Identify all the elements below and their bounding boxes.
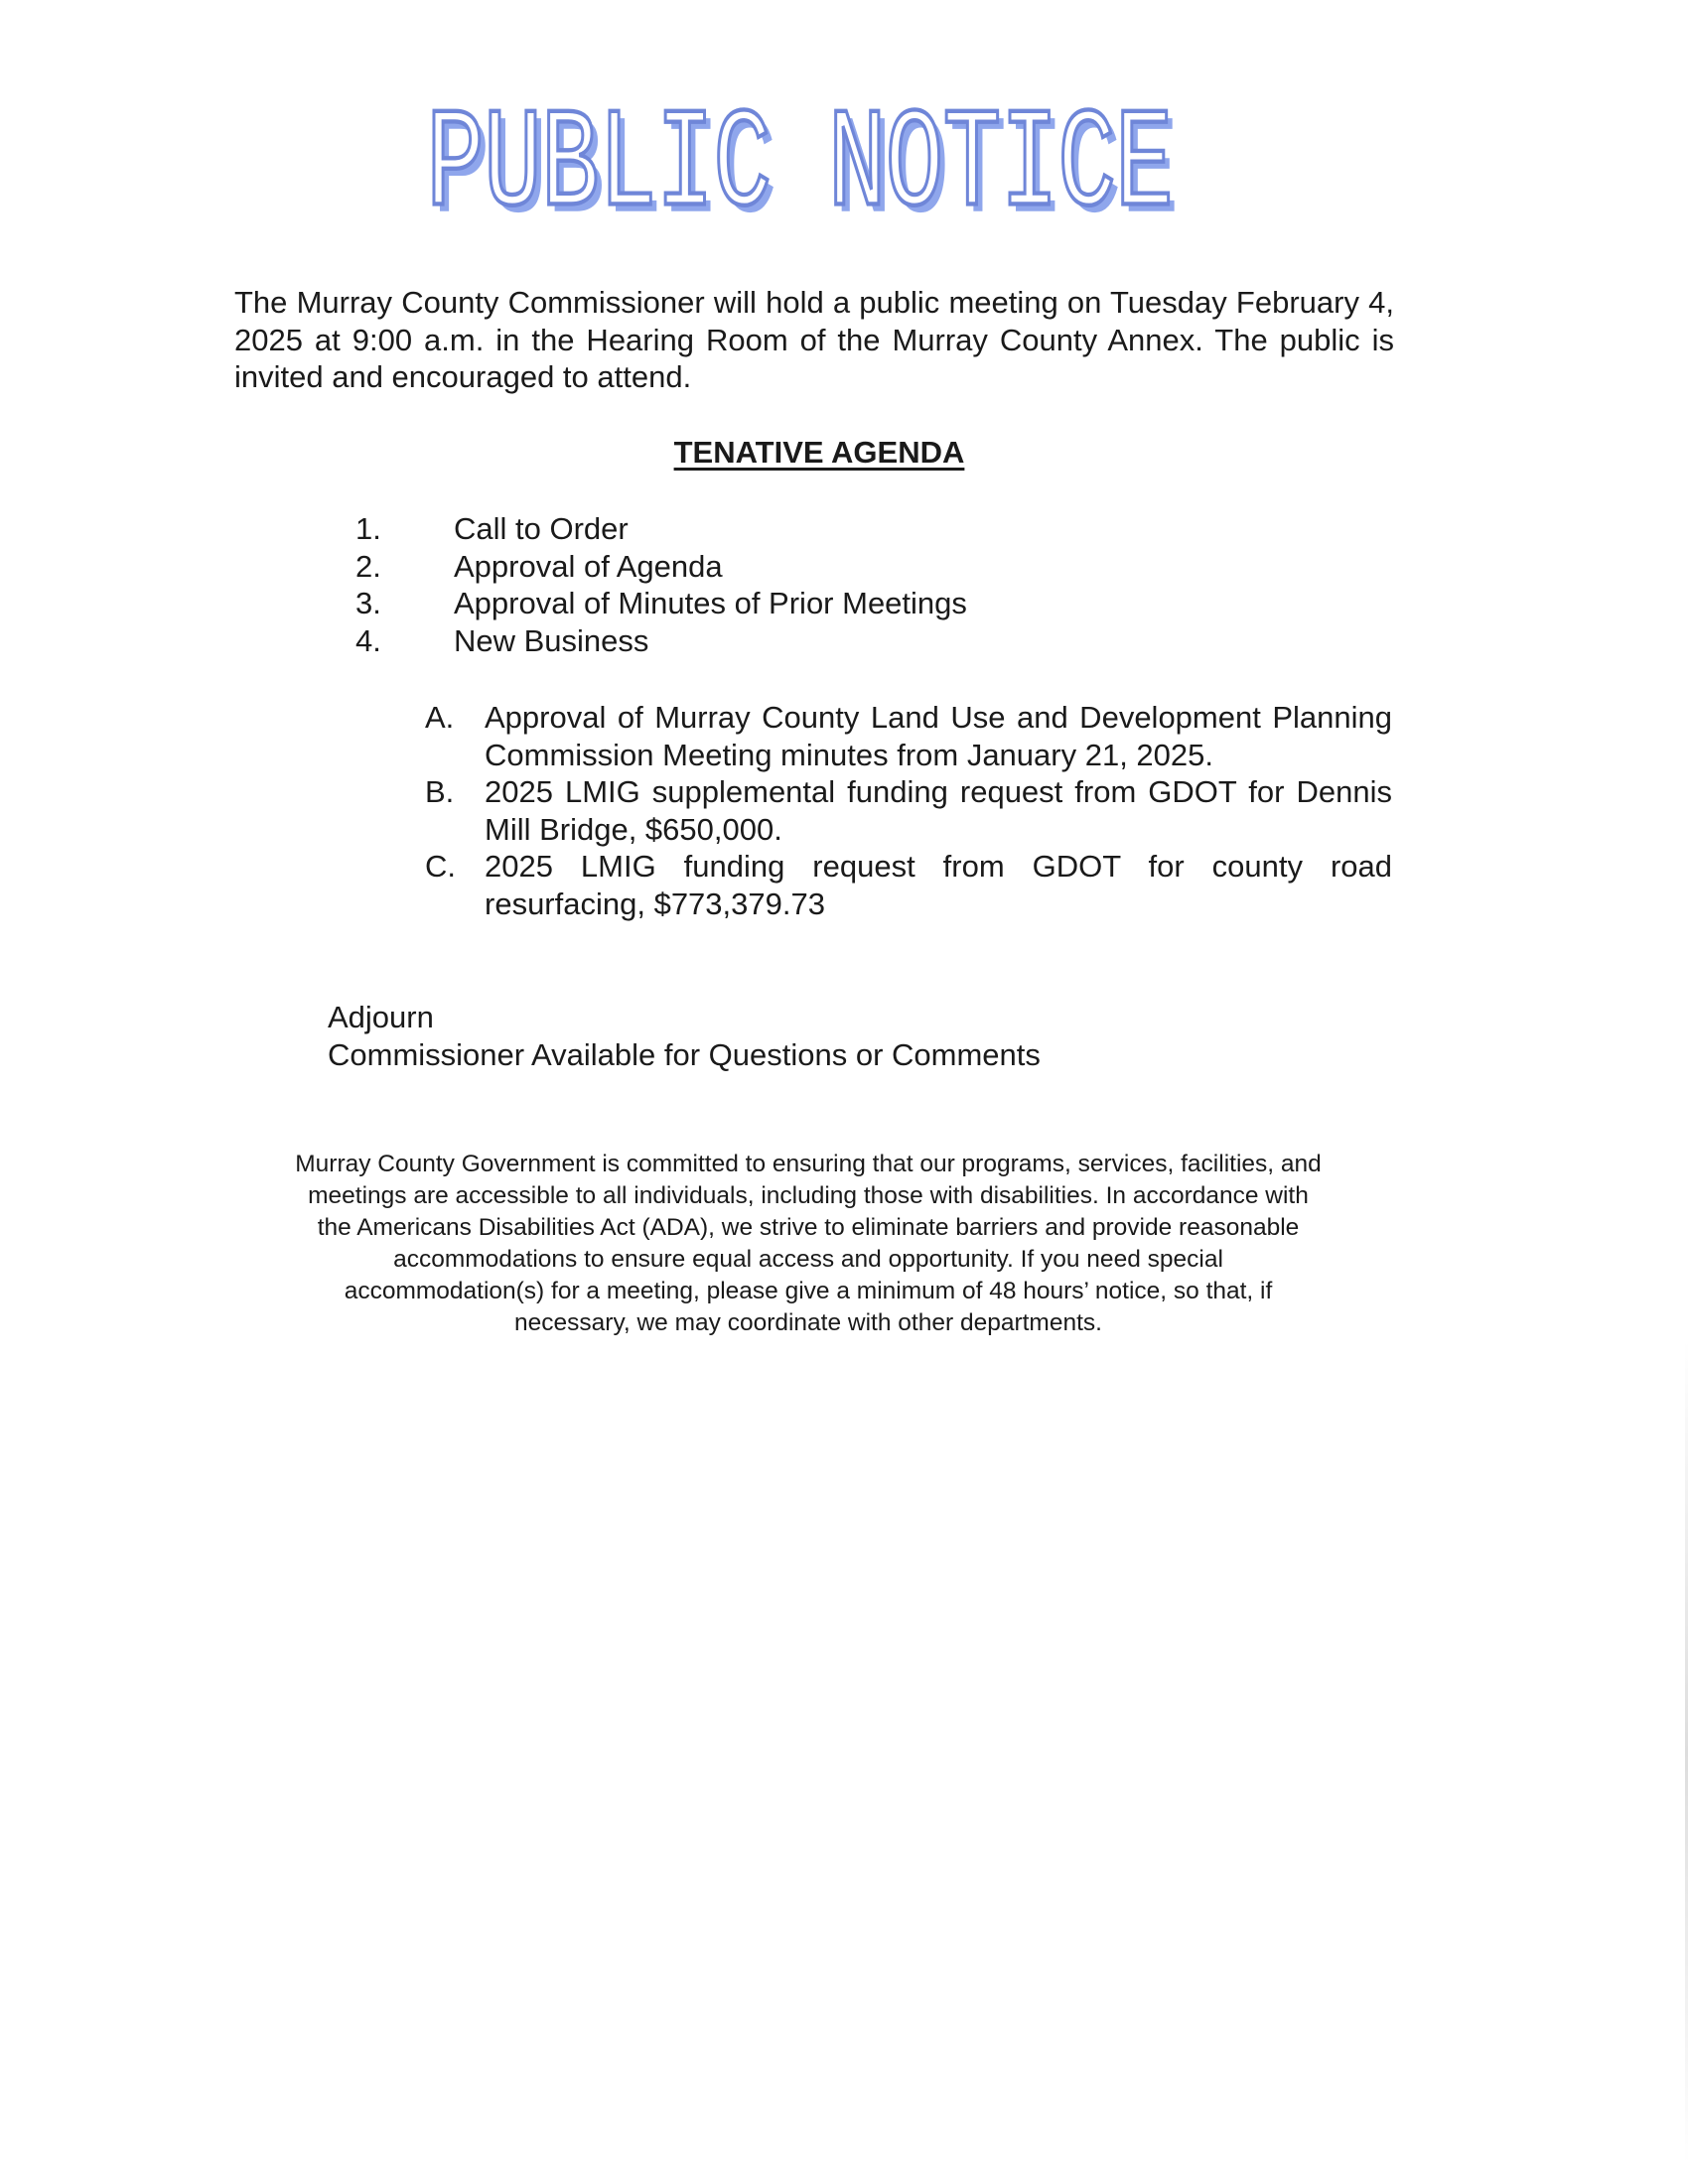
- new-business-item: [425, 848, 1392, 922]
- commissioner-availability: Commissioner Available for Questions or Comments: [328, 1036, 1041, 1072]
- item-letter: C.: [425, 849, 456, 884]
- new-business-item: [425, 773, 1392, 848]
- meeting-announcement: The Murray County Commissioner will hold a public meeting on Tuesday February 4, 2025 at 9:00 a.m. in the Hearing Room of the Murray County Annex. The public is invited and encouraged to attend.: [234, 285, 1394, 394]
- agenda-text: Approval of Agenda: [454, 548, 723, 584]
- agenda-item: [355, 585, 967, 622]
- item-letter: B.: [425, 774, 455, 809]
- agenda-number: 1.: [355, 511, 381, 546]
- agenda-text: New Business: [454, 622, 649, 658]
- item-letter: A.: [425, 700, 455, 735]
- ada-line: accommodations to ensure equal access and opportunity. If you need special: [393, 1246, 1223, 1273]
- item-text: Approval of Murray County Land Use and Development Planning Commission Meeting minutes from January 21, 2025.: [485, 700, 1392, 772]
- agenda-text: Approval of Minutes of Prior Meetings: [454, 586, 967, 620]
- page-title: PUBLIC NOTICE: [426, 87, 1173, 247]
- item-text: 2025 LMIG funding request from GDOT for county road resurfacing, $773,379.73: [485, 849, 1392, 921]
- ada-line: necessary, we may coordinate with other departments.: [514, 1309, 1102, 1336]
- agenda-heading: TENATIVE AGENDA: [673, 435, 965, 470]
- ada-line: meetings are accessible to all individuals, including those with disabilities. In accordance with: [308, 1182, 1309, 1209]
- ada-line: the Americans Disabilities Act (ADA), we strive to eliminate barriers and provide reasonable: [317, 1214, 1300, 1241]
- agenda-list: [355, 510, 967, 659]
- ada-line: accommodation(s) for a meeting, please give a minimum of 48 hours’ notice, so that, if: [344, 1278, 1273, 1304]
- ada-statement: [212, 1149, 1404, 1339]
- closing-section: [328, 999, 1041, 1073]
- new-business-list: [425, 699, 1392, 922]
- adjourn-text: Adjourn: [328, 1000, 434, 1034]
- agenda-item: [355, 510, 967, 548]
- agenda-number: 2.: [355, 548, 381, 584]
- agenda-item: [355, 622, 967, 660]
- agenda-text: Call to Order: [454, 511, 629, 546]
- agenda-number: 3.: [355, 586, 381, 620]
- new-business-item: [425, 699, 1392, 773]
- ada-line: Murray County Government is committed to ensuring that our programs, services, facilities, and: [295, 1151, 1322, 1177]
- agenda-number: 4.: [355, 622, 381, 658]
- item-text: 2025 LMIG supplemental funding request from GDOT for Dennis Mill Bridge, $650,000.: [485, 774, 1392, 847]
- agenda-item: [355, 548, 967, 586]
